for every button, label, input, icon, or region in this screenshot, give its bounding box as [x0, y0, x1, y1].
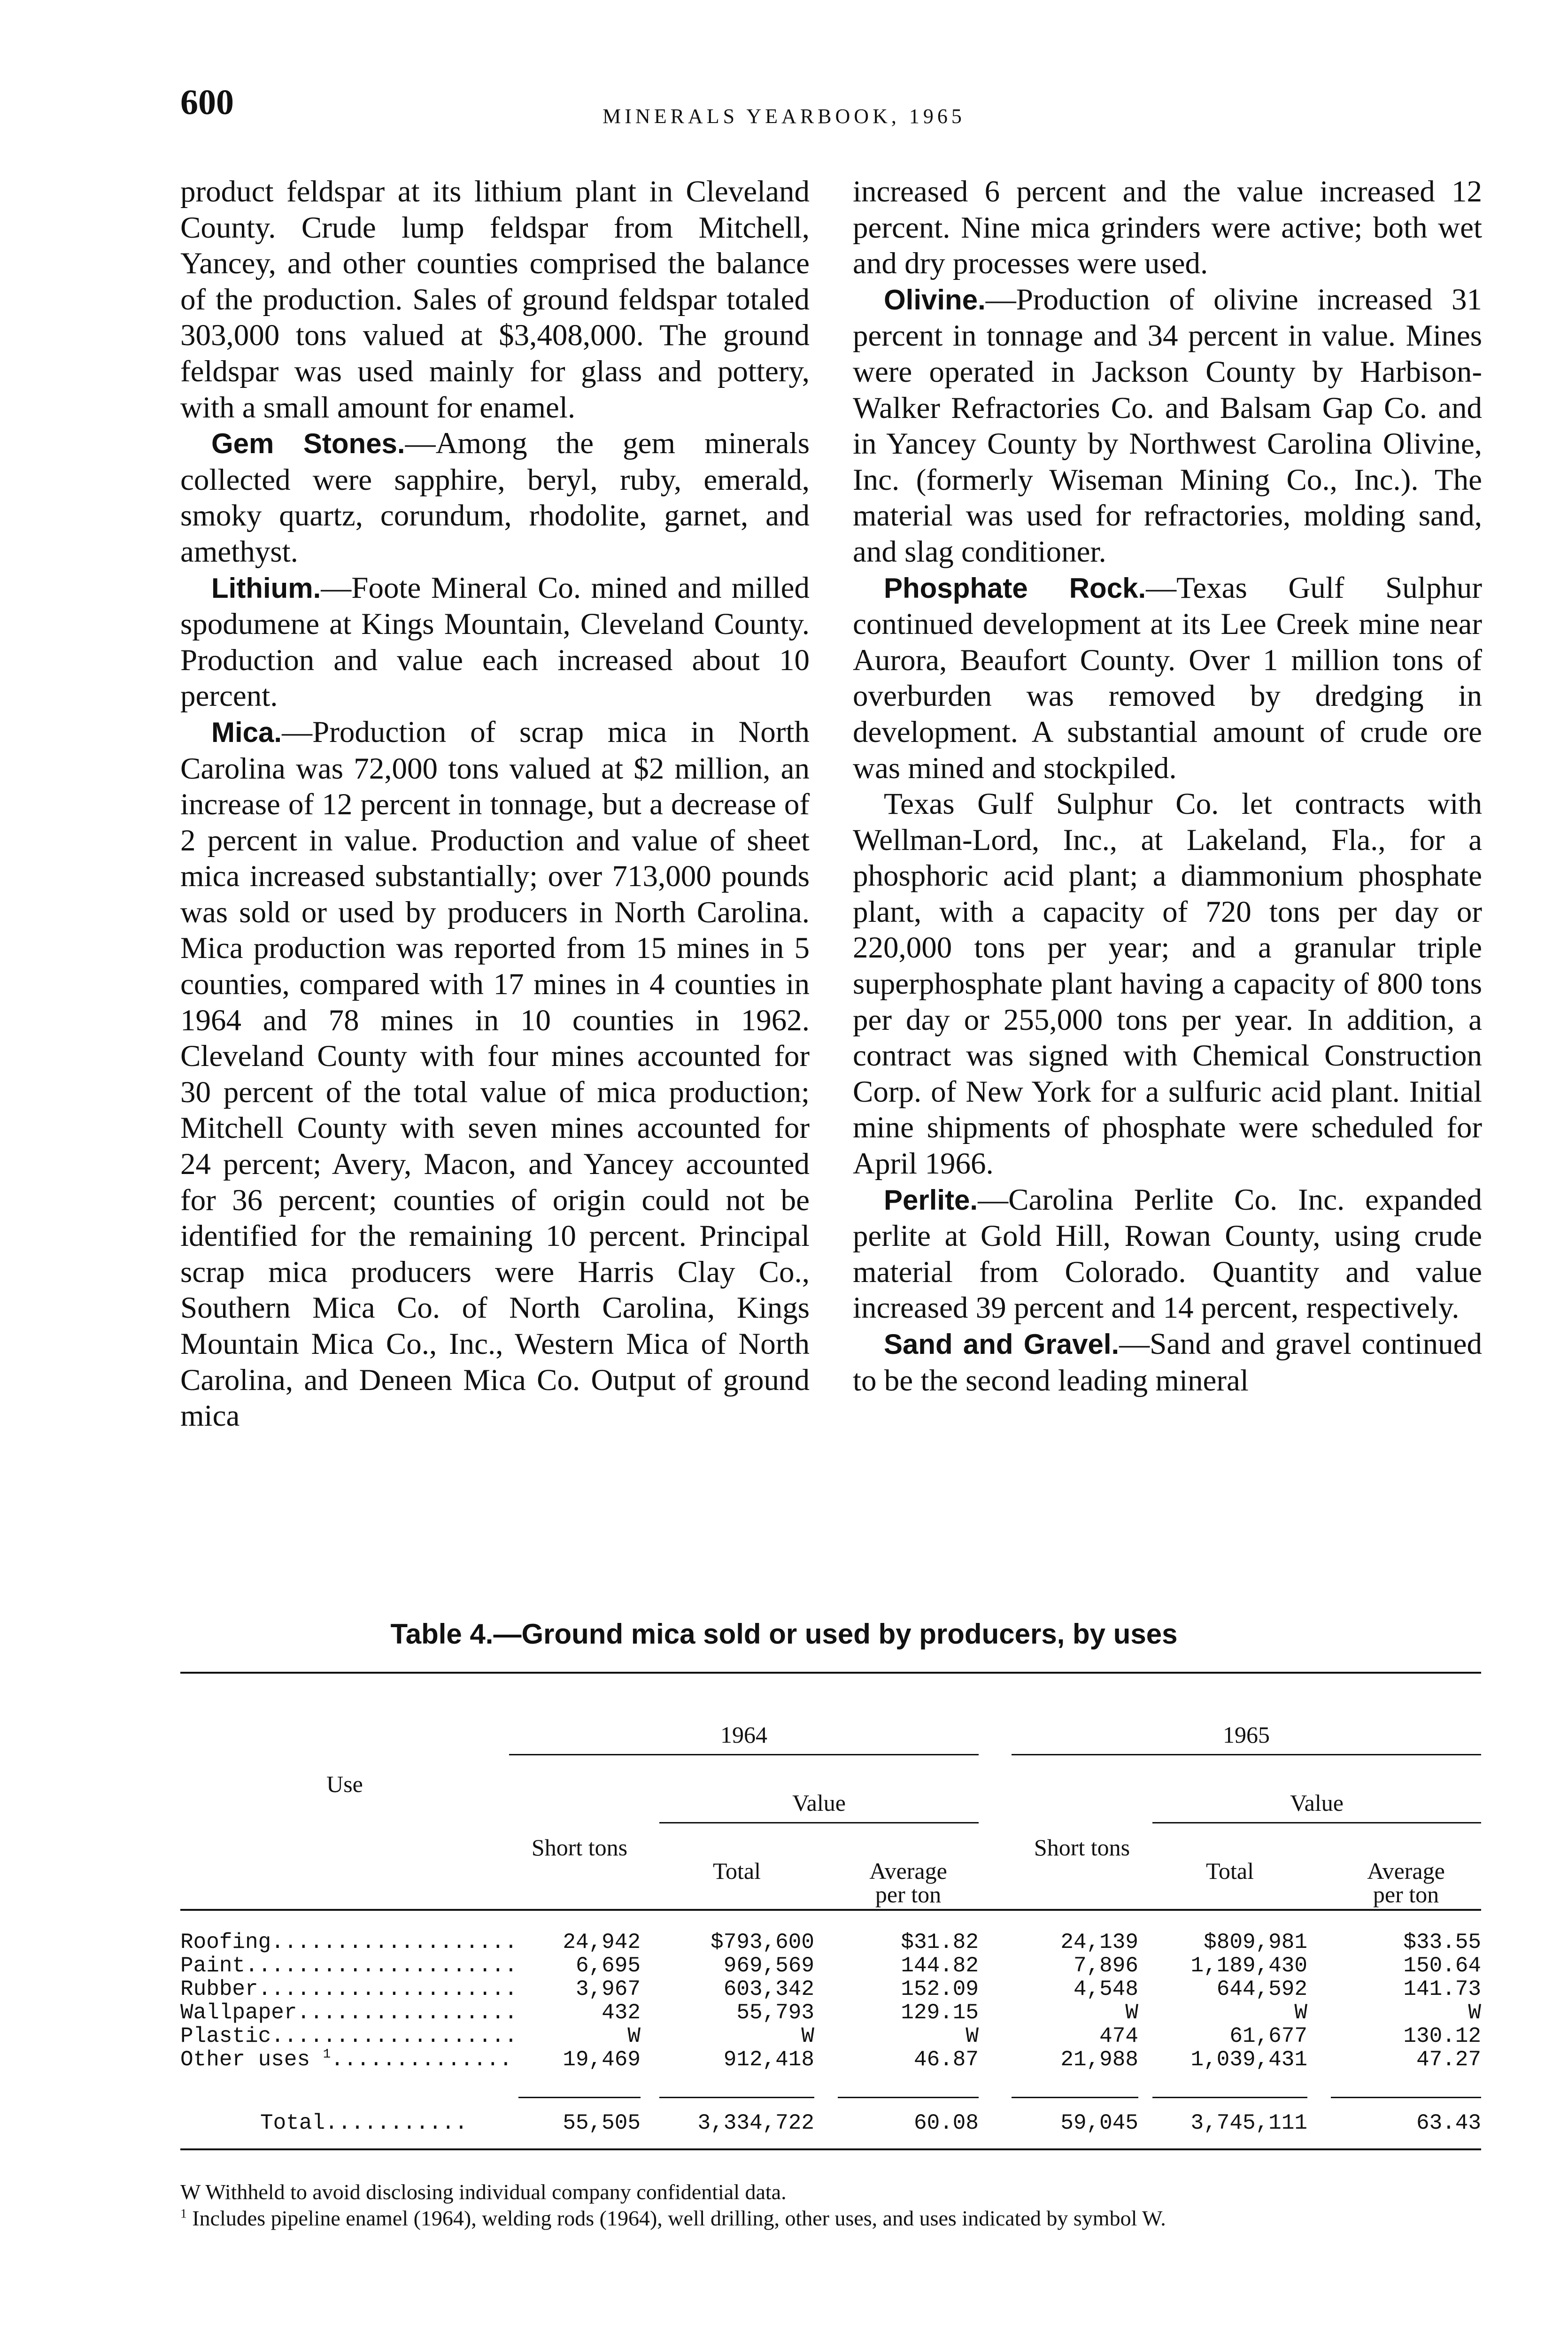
header-bottom-rule	[180, 1909, 1481, 1911]
cell-st64: 432	[602, 2000, 641, 2025]
col-head-year-1964: 1964	[720, 1722, 767, 1748]
paragraph-text: —Among the gem minerals collected were sapphire, beryl, ruby, emerald, smoky quartz, corundum, rhodolite, garnet, and amethyst.	[180, 426, 810, 569]
total-row-label: Total...........	[260, 2111, 468, 2135]
cell-avg65: 47.27	[1416, 2047, 1481, 2072]
cell-avg65: 130.12	[1403, 2024, 1481, 2048]
cell-tot65: 61,677	[1229, 2024, 1307, 2048]
total-rule-6	[1331, 2097, 1481, 2098]
cell-avg64: 144.82	[901, 1954, 979, 1978]
row-label-text: Other uses	[180, 2047, 310, 2072]
value-1964-rule	[659, 1822, 979, 1823]
row-label: Other uses $^1$..............	[180, 2047, 512, 2072]
paragraph-text: —Production of olivine increased 31 percent in tonnage and 34 percent in value. Mines were operated in Jackson County by Harbison-Walker Refractories Co. and Balsam Gap Co. and in Yancey County by Northwest Carolina Olivine, Inc. (formerly Wiseman Mining Co., Inc.). The material was used for refractories, molding sand, and slag conditioner.	[853, 282, 1482, 569]
cell-st65: W	[1125, 2000, 1138, 2025]
col-head-total-1965: Total	[1205, 1858, 1254, 1884]
section-heading: Lithium.	[211, 572, 321, 604]
row-label: Plastic...................	[180, 2024, 518, 2048]
footnote-text: Includes pipeline enamel (1964), welding rods (1964), well drilling, other uses, and uses indicated by symbol W.	[192, 2206, 1166, 2230]
paragraph	[853, 282, 1482, 570]
cell-avg65: 141.73	[1403, 1977, 1481, 2001]
cell-st65: 24,139	[1060, 1930, 1138, 1954]
cell-avg64: $31.82	[901, 1930, 979, 1954]
paragraph-text: —Foote Mineral Co. mined and milled spodumene at Kings Mountain, Cleveland County. Production and value each increased about 10 percent.	[180, 571, 810, 713]
paragraph	[853, 1182, 1482, 1326]
cell-st65: 474	[1099, 2024, 1138, 2048]
col-head-year-1965: 1965	[1223, 1722, 1270, 1748]
cell-tot65: 644,592	[1216, 1977, 1307, 2001]
paragraph	[180, 425, 810, 570]
cell-tot64: 55,793	[736, 2000, 814, 2025]
total-rule-1	[518, 2097, 641, 2098]
cell-avg65: W	[1468, 2000, 1481, 2025]
cell-avg65: 150.64	[1403, 1954, 1481, 1978]
total-st64: 55,505	[563, 2111, 641, 2135]
running-title: MINERALS YEARBOOK, 1965	[602, 105, 966, 128]
total-st65: 59,045	[1060, 2111, 1138, 2135]
total-avg65: 63.43	[1416, 2111, 1481, 2135]
footnote-marker: 1	[323, 2047, 331, 2062]
cell-avg65: $33.55	[1403, 1930, 1481, 1954]
section-heading: Perlite.	[884, 1184, 978, 1216]
total-tot65: 3,745,111	[1190, 2111, 1307, 2135]
cell-st64: 24,942	[563, 1930, 641, 1954]
paragraph-text: Texas Gulf Sulphur Co. let contracts with Wellman-Lord, Inc., at Lakeland, Fla., for a phosphoric acid plant; a diammonium phosphate plant, with a capacity of 720 tons per day or 220,000 tons per year; and a granular triple superphosphate plant having a capacity of 800 tons per day or 255,000 tons per year. In addition, a contract was signed with Chemical Construction Corp. of New York for a sulfuric acid plant. Initial mine shipments of phosphate were scheduled for April 1966.	[853, 787, 1482, 1181]
paragraph-text: —Sand and gravel continued to be the second leading mineral	[853, 1327, 1482, 1398]
total-tot64: 3,334,722	[697, 2111, 814, 2135]
col-head-total-1964: Total	[712, 1858, 761, 1884]
row-label: Wallpaper.................	[180, 2000, 518, 2025]
col-head-average-1964: Average	[869, 1858, 947, 1884]
footnote-w: W Withheld to avoid disclosing individual company confidential data.	[180, 2180, 787, 2204]
paragraph	[853, 570, 1482, 787]
cell-tot64: $793,600	[711, 1930, 814, 1954]
row-label-text: Roofing	[180, 1930, 271, 1954]
col-head-average-1965: Average	[1367, 1858, 1445, 1884]
left-column	[180, 174, 810, 1434]
paragraph	[853, 174, 1482, 282]
table-top-rule	[180, 1672, 1481, 1674]
cell-tot65: W	[1294, 2000, 1307, 2025]
col-head-short-tons-1964: Short tons	[531, 1834, 628, 1861]
total-rule-4	[1012, 2097, 1138, 2098]
row-label-text: Wallpaper	[180, 2000, 297, 2025]
row-label-text: Paint	[180, 1954, 246, 1978]
cell-tot64: 969,569	[723, 1954, 814, 1978]
cell-avg64: 152.09	[901, 1977, 979, 2001]
row-label: Rubber....................	[180, 1977, 518, 2001]
cell-avg64: W	[966, 2024, 979, 2048]
page-number: 600	[180, 83, 234, 122]
total-rule-5	[1152, 2097, 1307, 2098]
cell-tot65: 1,189,430	[1190, 1954, 1307, 1978]
paragraph	[853, 1326, 1482, 1398]
cell-st65: 7,896	[1073, 1954, 1138, 1978]
cell-tot65: $809,981	[1204, 1930, 1307, 1954]
row-label-text: Rubber	[180, 1977, 258, 2001]
cell-st65: 4,548	[1073, 1977, 1138, 2001]
paragraph-text: —Production of scrap mica in North Carolina was 72,000 tons valued at $2 million, an increase of 12 percent in tonnage, but a decrease of 2 percent in value. Production and value of sheet mica increased substantially; over 713,000 pounds was sold or used by producers in North Carolina. Mica production was reported from 15 mines in 5 counties, compared with 17 mines in 4 counties in 1964 and 78 mines in 10 counties in 1962. Cleveland County with four mines accounted for 30 percent of the total value of mica production; Mitchell County with seven mines accounted for 24 percent; Avery, Macon, and Yancey accounted for 36 percent; counties of origin could not be identified for the remaining 10 percent. Principal scrap mica producers were Harris Clay Co., Southern Mica Co. of North Carolina, Kings Mountain Mica Co., Inc., Western Mica of North Carolina, and Deneen Mica Co. Output of ground mica	[180, 715, 810, 1433]
section-heading: Mica.	[211, 716, 282, 748]
section-heading: Phosphate Rock.	[884, 572, 1146, 604]
footnote-1	[180, 2205, 1481, 2232]
row-label-text: Plastic	[180, 2024, 271, 2048]
cell-tot64: 603,342	[723, 1977, 814, 2001]
row-label: Paint.....................	[180, 1954, 518, 1978]
right-column	[853, 174, 1482, 1398]
cell-st64: 19,469	[563, 2047, 641, 2072]
paragraph	[180, 174, 810, 425]
footnote-marker: 1	[180, 2206, 187, 2221]
col-head-per-ton-1964: per ton	[875, 1881, 942, 1908]
total-rule-3	[838, 2097, 979, 2098]
paragraph-text: product feldspar at its lithium plant in Cleveland County. Crude lump feldspar from Mitchell, Yancey, and other counties comprised the balance of the production. Sales of ground feldspar totaled 303,000 tons valued at $3,408,000. The ground feldspar was used mainly for glass and pottery, with a small amount for enamel.	[180, 175, 810, 425]
col-head-use: Use	[326, 1771, 363, 1797]
table-title: Table 4.—Ground mica sold or used by producers, by uses	[390, 1618, 1178, 1650]
paragraph-text: —Carolina Perlite Co. Inc. expanded perlite at Gold Hill, Rowan County, using crude material from Colorado. Quantity and value increased 39 percent and 14 percent, respectively.	[853, 1182, 1482, 1325]
section-heading: Olivine.	[884, 284, 986, 316]
cell-st64: 3,967	[575, 1977, 641, 2001]
total-rule-2	[659, 2097, 814, 2098]
cell-st65: 21,988	[1060, 2047, 1138, 2072]
cell-avg64: 46.87	[913, 2047, 979, 2072]
col-head-per-ton-1965: per ton	[1373, 1881, 1439, 1908]
cell-avg64: 129.15	[901, 2000, 979, 2025]
col-head-short-tons-1965: Short tons	[1034, 1834, 1130, 1861]
paragraph	[180, 570, 810, 714]
col-head-value-1965: Value	[1290, 1790, 1344, 1816]
paragraph	[853, 786, 1482, 1182]
total-label-text: Total	[260, 2111, 325, 2135]
paragraph	[180, 714, 810, 1434]
mica-uses-table	[180, 1672, 1481, 2170]
year-1964-rule	[509, 1754, 979, 1755]
cell-tot64: 912,418	[723, 2047, 814, 2072]
paragraph-text: —Texas Gulf Sulphur continued development at its Lee Creek mine near Aurora, Beaufort County. Over 1 million tons of overburden was removed by dredging in development. A substantial amount of crude ore was mined and stockpiled.	[853, 571, 1482, 785]
table-footnotes	[180, 2179, 1481, 2232]
row-label: Roofing...................	[180, 1930, 518, 1954]
section-heading: Sand and Gravel.	[884, 1328, 1120, 1360]
paragraph-text: increased 6 percent and the value increased 12 percent. Nine mica grinders were active; both wet and dry processes were used.	[853, 175, 1482, 281]
cell-st64: 6,695	[575, 1954, 641, 1978]
cell-st64: W	[627, 2024, 641, 2048]
table-bottom-rule	[180, 2148, 1481, 2150]
value-1965-rule	[1152, 1822, 1481, 1823]
cell-tot65: 1,039,431	[1190, 2047, 1307, 2072]
cell-tot64: W	[801, 2024, 814, 2048]
year-1965-rule	[1012, 1754, 1481, 1755]
col-head-value-1964: Value	[792, 1790, 846, 1816]
total-avg64: 60.08	[913, 2111, 979, 2135]
section-heading: Gem Stones.	[211, 428, 405, 460]
